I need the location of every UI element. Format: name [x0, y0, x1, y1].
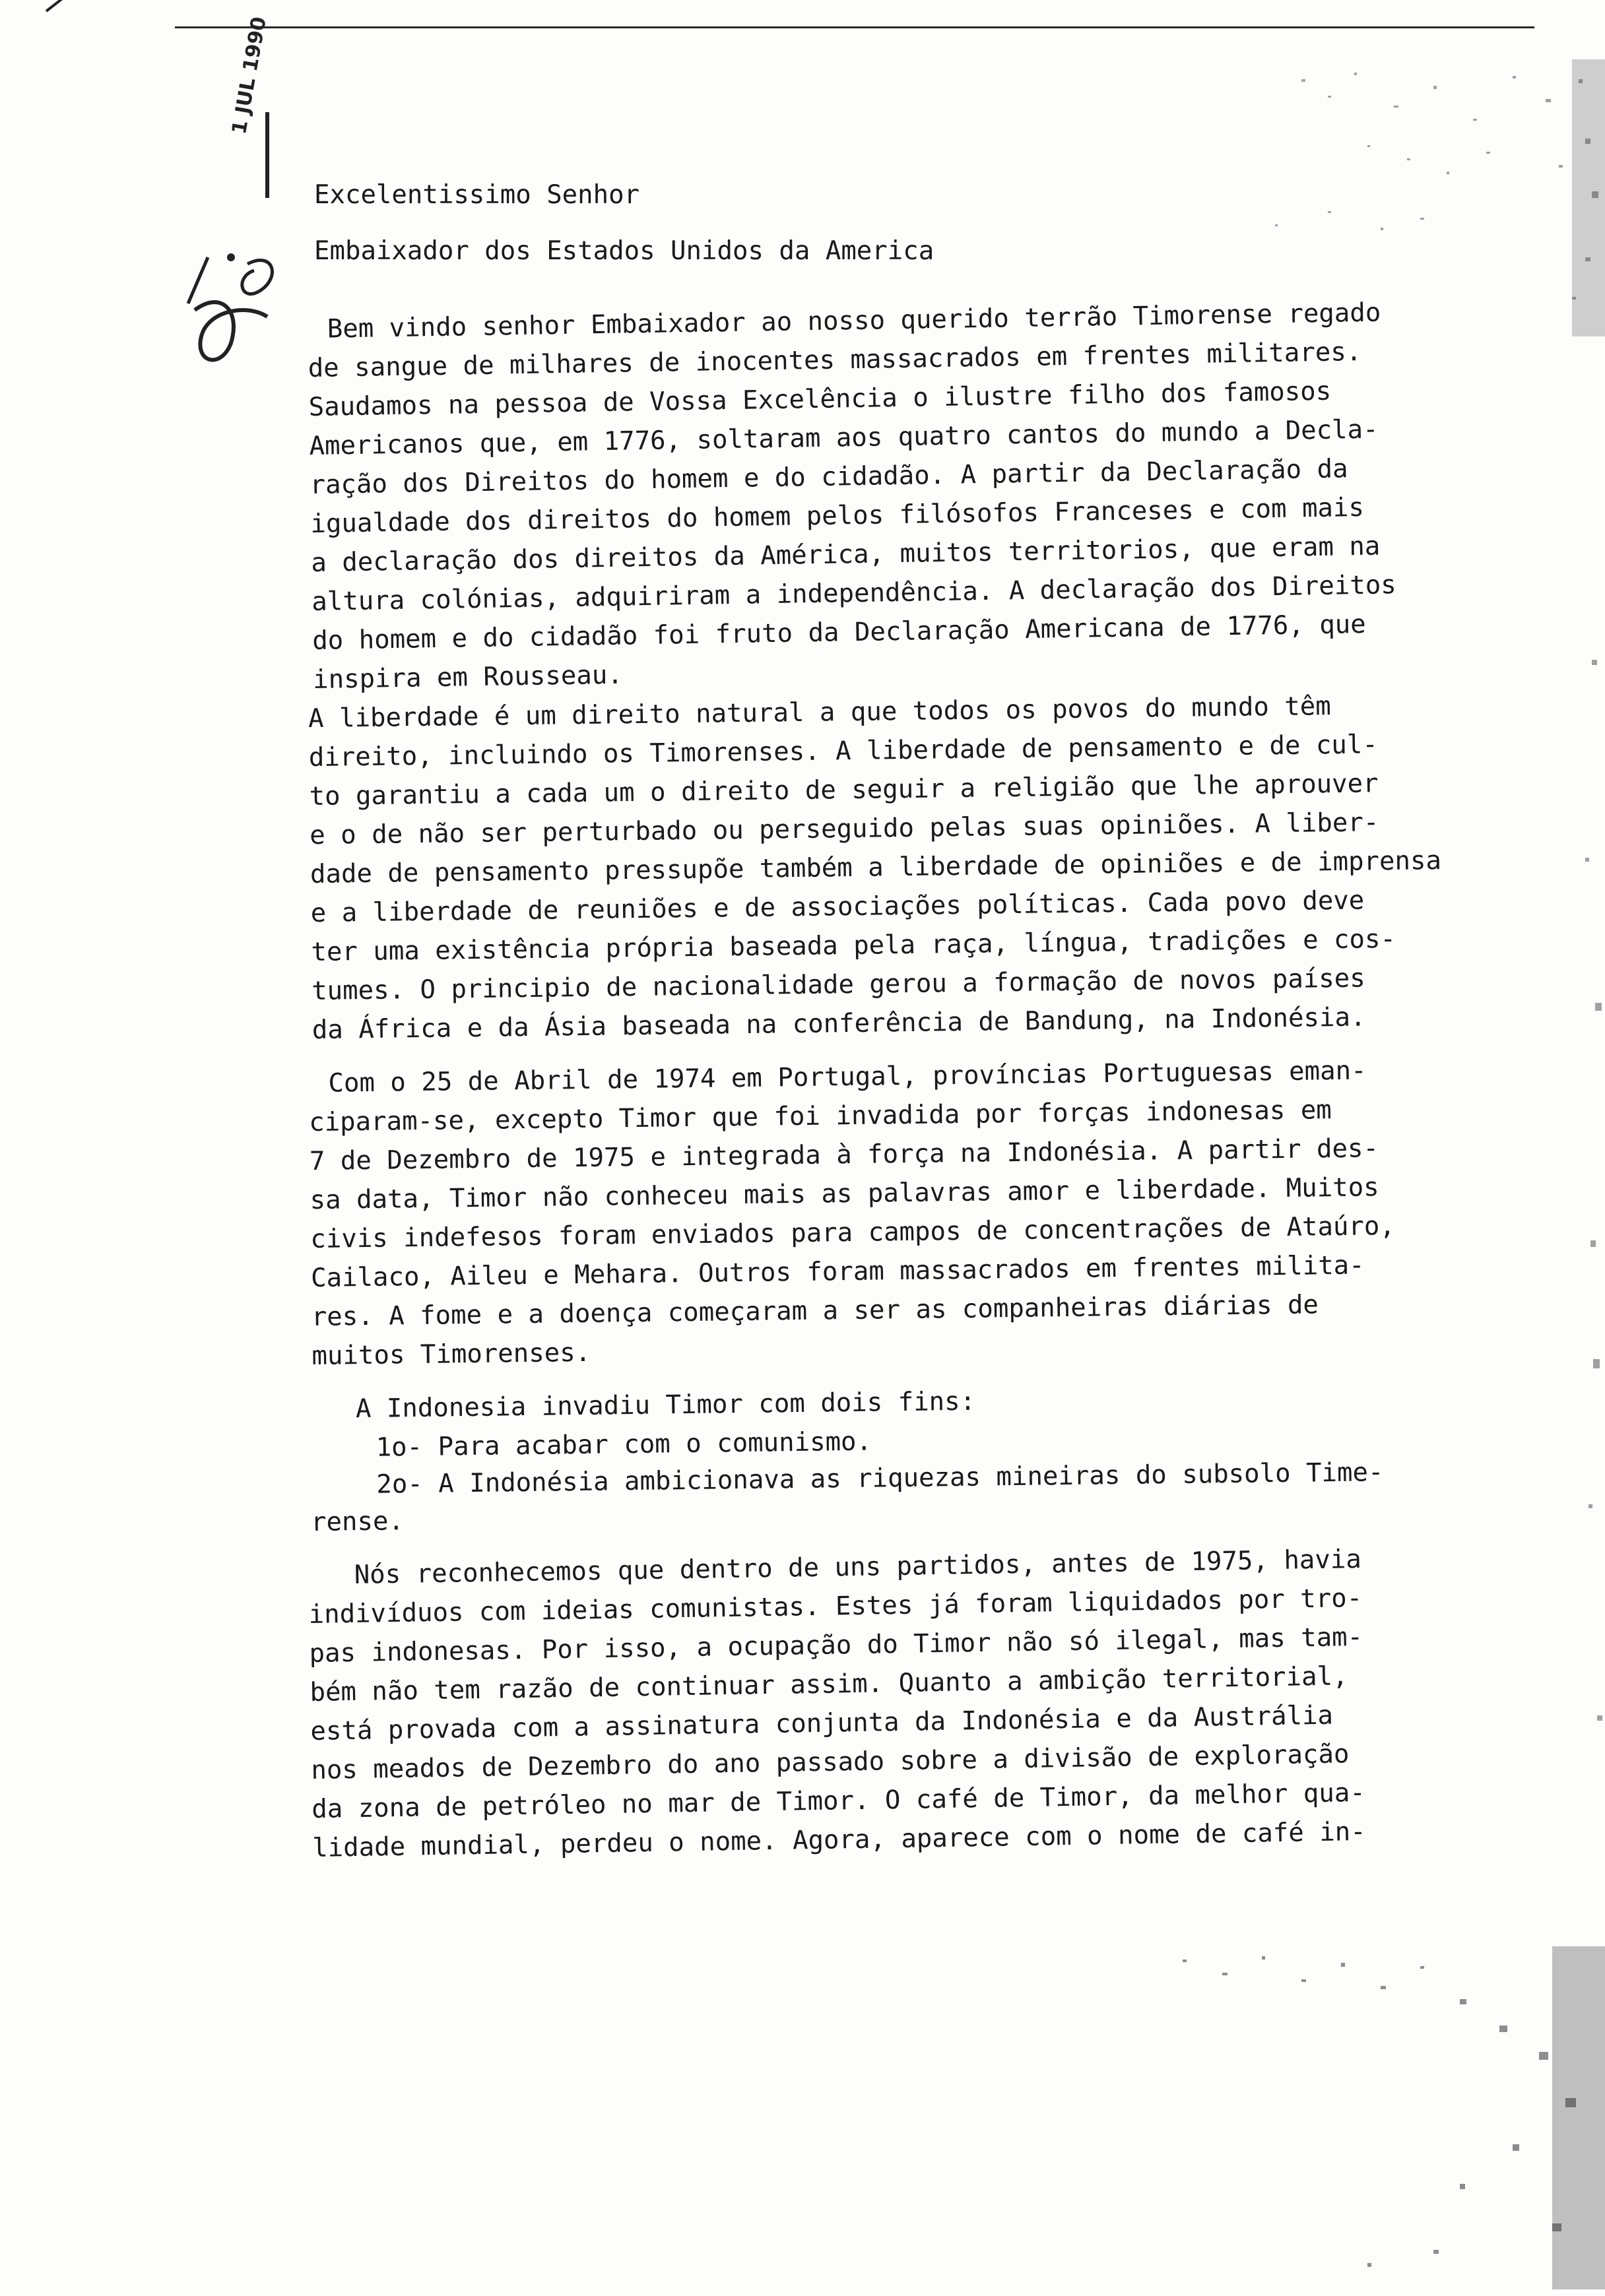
salutation-line-2: Embaixador dos Estados Unidos da America: [314, 236, 934, 266]
handwritten-mark: [168, 92, 313, 376]
text-line: rense.: [310, 1506, 405, 1537]
text-line: a declaração dos direitos da América, muitos territorios, que eram na: [311, 531, 1381, 578]
list-item: 1o- Para acabar com o comunismo.: [376, 1426, 872, 1463]
text-line: indivíduos com ideias comunistas. Estes já foram liquidados por tro-: [308, 1583, 1363, 1630]
corner-pen-mark: [46, 0, 120, 13]
text-line: bém não tem razão de continuar assim. Quanto a ambição territorial,: [310, 1661, 1348, 1708]
copy-noise-right-edge: [1513, 594, 1605, 1913]
text-line: e o de não ser perturbado ou perseguido pelas suas opiniões. A liber-: [310, 808, 1379, 851]
text-line: pas indonesas. Por isso, a ocupação do Timor não só ilegal, mas tam-: [309, 1622, 1363, 1669]
text-line: A Indonesia invadiu Timor com dois fins:: [355, 1386, 976, 1424]
text-line: nos meados de Dezembro do ano passado sobre a divisão de exploração: [311, 1739, 1350, 1785]
text-line: 7 de Dezembro de 1975 e integrada à força na Indonésia. A partir des-: [309, 1133, 1379, 1177]
received-stamp: 1 JUL 1990: [228, 15, 271, 137]
text-line: Saudamos na pessoa de Vossa Excelência o ilustre filho dos famosos: [308, 376, 1332, 423]
paragraph-4: [310, 1376, 1460, 1542]
text-line: Americanos que, em 1776, soltaram aos quatro cantos do mundo a Decla-: [309, 414, 1379, 462]
text-line: dade de pensamento pressupõe também a liberdade de opiniões e de imprensa: [310, 846, 1442, 889]
text-line: da África e da Ásia baseada na conferência de Bandung, na Indonésia.: [311, 1002, 1366, 1045]
text-line: da zona de petróleo no mar de Timor. O café de Timor, da melhor qua-: [311, 1777, 1366, 1824]
text-line: sa data, Timor não conheceu mais as palavras amor e liberdade. Muitos: [310, 1172, 1379, 1216]
text-line: Nós reconhecemos que dentro de uns partidos, antes de 1975, havia: [354, 1544, 1362, 1590]
text-line: civis indefesos foram enviados para campos de concentrações de Ataúro,: [310, 1211, 1396, 1254]
text-line: tumes. O principio de nacionalidade gerou a formação de novos países: [311, 963, 1365, 1006]
text-line: igualdade dos direitos do homem pelos filósofos Franceses e com mais: [310, 492, 1365, 539]
list-item: 2o- A Indonésia ambicionava as riquezas mineiras do subsolo Time-: [376, 1457, 1384, 1500]
text-line: ter uma existência própria baseada pela raça, língua, tradições e cos-: [311, 924, 1396, 967]
text-line: direito, incluindo os Timorenses. A liberdade de pensamento e de cul-: [308, 730, 1379, 773]
paragraph-2: [308, 686, 1460, 1050]
text-line: e a liberdade de reuniões e de associações políticas. Cada povo deve: [310, 885, 1365, 928]
text-line: está provada com a assinatura conjunta da Indonésia e da Austrália: [310, 1700, 1334, 1746]
text-line: to garantiu a cada um o direito de seguir a religião que lhe aprouver: [309, 769, 1379, 812]
text-line: muitos Timorenses.: [311, 1337, 591, 1371]
top-rule-line: [175, 26, 1534, 28]
text-line: de sangue de milhares de inocentes massacrados em frentes militares.: [308, 336, 1362, 384]
salutation-line-1: Excelentissimo Senhor: [314, 180, 640, 210]
text-line: Cailaco, Aileu e Mehara. Outros foram massacrados em frentes milita-: [310, 1250, 1365, 1293]
paragraph-5: [308, 1539, 1460, 1868]
text-line: Com o 25 de Abril de 1974 em Portugal, províncias Portuguesas eman-: [328, 1056, 1367, 1099]
paragraph-3: [308, 1050, 1460, 1376]
text-line: lidade mundial, perdeu o nome. Agora, aparece com o nome de café in-: [311, 1816, 1367, 1863]
text-line: A liberdade é um direito natural a que todos os povos do mundo têm: [308, 691, 1331, 734]
copy-noise-bottom-right: [866, 1946, 1605, 2289]
text-line: altura colónias, adquiriram a independência. A declaração dos Direitos: [311, 570, 1397, 617]
text-line: ração dos Direitos do homem e do cidadão. A partir da Declaração da: [310, 454, 1348, 501]
text-line: Bem vindo senhor Embaixador ao nosso querido terrão Timorense regado: [327, 298, 1381, 344]
text-line: do homem e do cidadão foi fruto da Declaração Americana de 1776, que: [311, 609, 1367, 656]
text-line: res. A fome e a doença começaram a ser as companheiras diárias de: [311, 1290, 1319, 1332]
letter-body: [308, 298, 1458, 1868]
text-line: inspira em Rousseau.: [312, 660, 624, 695]
text-line: ciparam-se, excepto Timor que foi invadida por forças indonesas em: [308, 1095, 1332, 1138]
salutation: [314, 167, 934, 279]
paragraph-1: [307, 292, 1461, 699]
